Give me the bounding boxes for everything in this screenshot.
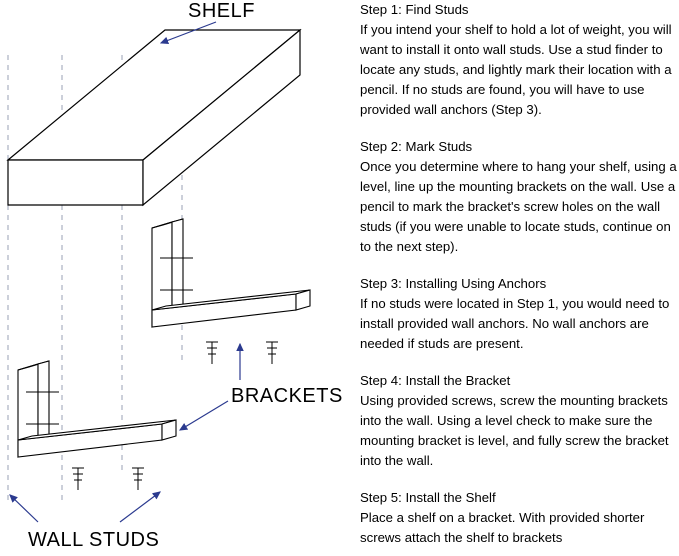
brackets-label: BRACKETS	[231, 385, 343, 407]
step-body: If no studs were located in Step 1, you would need to install provided wall anchors. No wall anchors are needed if studs are present.	[360, 296, 670, 351]
step-title: Step 2: Mark Studs	[360, 139, 473, 154]
shelf-board	[8, 30, 300, 205]
step-body: Place a shelf on a bracket. With provided shorter screws attach the shelf to brackets	[360, 510, 645, 545]
step-item	[360, 371, 679, 471]
step-body: Once you determine where to hang your shelf, using a level, line up the mounting brackets on the wall. Use a pencil to mark the bracket's screw holes on the wall studs (if you were unable to locate studs, continue on to the next step).	[360, 159, 677, 254]
step-body: Using provided screws, screw the mounting brackets into the wall. Using a level check to make sure the mounting bracket is level, and fully screw the bracket into the wall.	[360, 393, 669, 468]
screws-upper	[206, 342, 278, 364]
step-item	[360, 0, 679, 120]
leader-wall-studs	[10, 492, 160, 522]
instruction-steps-list	[360, 0, 679, 556]
step-title: Step 4: Install the Bracket	[360, 373, 511, 388]
screws-lower	[72, 468, 144, 490]
step-title: Step 1: Find Studs	[360, 2, 469, 17]
step-title: Step 5: Install the Shelf	[360, 490, 496, 505]
wall-studs-label: WALL STUDS	[28, 529, 160, 551]
bracket-lower	[18, 361, 176, 457]
step-item	[360, 274, 679, 354]
shelf-label: SHELF	[188, 0, 255, 22]
step-item	[360, 488, 679, 548]
step-body: If you intend your shelf to hold a lot of weight, you will want to install it onto wall studs. Use a stud finder to locate any studs, and lightly mark their location with a pencil. If no studs are found, you will have to use provided wall anchors (Step 3).	[360, 22, 672, 117]
bracket-upper	[152, 219, 310, 327]
step-item	[360, 137, 679, 257]
step-title: Step 3: Installing Using Anchors	[360, 276, 547, 291]
